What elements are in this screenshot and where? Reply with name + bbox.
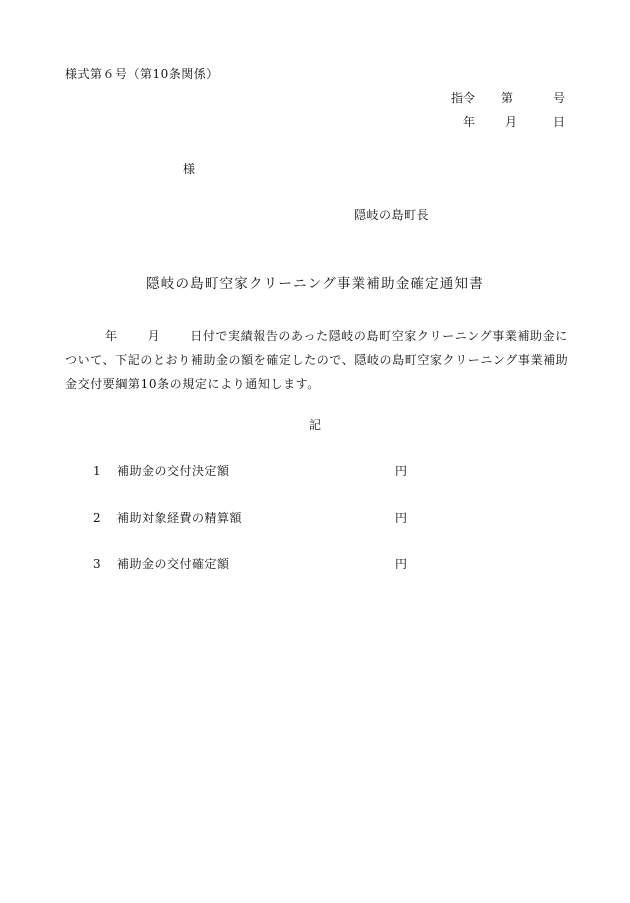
date-line <box>463 116 565 128</box>
item-label: 補助金の交付決定額 <box>117 464 230 478</box>
item-label: 補助対象経費の精算額 <box>117 511 243 525</box>
reference-number-line <box>451 92 565 104</box>
date-day: 日 <box>552 115 565 129</box>
sender-name: 隠岐の島町長 <box>354 208 430 222</box>
list-item <box>93 558 407 570</box>
list-item <box>93 465 407 477</box>
reference-prefix: 指令 <box>450 91 475 105</box>
body-month: 月 <box>147 329 161 343</box>
item-number: 3 <box>93 557 101 571</box>
date-month: 月 <box>504 115 517 129</box>
document-title: 隠岐の島町空家クリーニング事業補助金確定通知書 <box>146 276 484 292</box>
item-unit: 円 <box>395 511 408 525</box>
item-label: 補助金の交付確定額 <box>117 557 230 571</box>
item-unit: 円 <box>395 464 408 478</box>
form-label: 様式第６号（第10条関係） <box>65 67 219 81</box>
reference-dai: 第 <box>500 91 513 105</box>
item-unit: 円 <box>395 557 408 571</box>
list-item <box>93 512 407 524</box>
body-text: 日付で実績報告のあった隠岐の島町空家クリーニング事業補助金について、下記のとおり補助金の額を確定したので、隠岐の島町空家クリーニング事業補助金交付要綱第10条の規定により通知します。 <box>65 329 569 391</box>
date-year: 年 <box>462 115 475 129</box>
reference-go: 号 <box>552 91 565 105</box>
item-number: 2 <box>93 511 101 525</box>
recipient-suffix: 様 <box>183 162 196 176</box>
item-number: 1 <box>93 464 101 478</box>
body-paragraph <box>65 324 580 396</box>
body-year: 年 <box>105 329 118 343</box>
ki-heading: 記 <box>308 418 321 432</box>
